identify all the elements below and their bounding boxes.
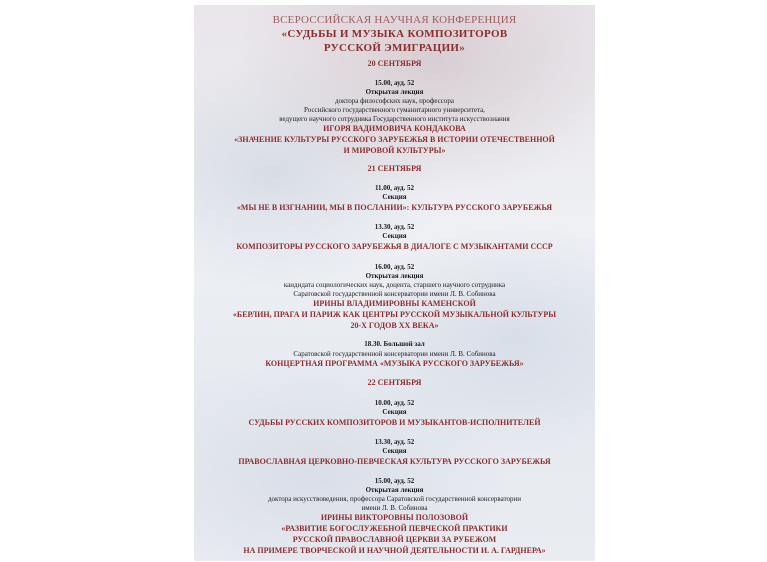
event-type: Секция [382,232,407,240]
event-type: Открытая лекция [365,272,424,280]
lecture-title: НА ПРИМЕРЕ ТВОРЧЕСКОЙ И НАУЧНОЙ ДЕЯТЕЛЬНОСТИ И. А. ГАРДНЕРА» [243,546,546,555]
conference-title-line1: «СУДЬБЫ И МУЗЫКА КОМПОЗИТОРОВ [281,28,508,40]
venue-description: Саратовской государственной консерватории имени Л. В. Собинова [293,350,496,358]
section-title: «МЫ НЕ В ИЗГНАНИИ, МЫ В ПОСЛАНИИ»: КУЛЬТУРА РУССКОГО ЗАРУБЕЖЬЯ [236,203,553,212]
event-type: Открытая лекция [365,88,424,96]
speaker-description: доктора искусствоведения, профессора Саратовской государственной консерватории [267,495,522,503]
section-title: ПРАВОСЛАВНАЯ ЦЕРКОВНО-ПЕВЧЕСКАЯ КУЛЬТУРА РУССКОГО ЗАРУБЕЖЬЯ [238,457,551,466]
section-title: СУДЬБЫ РУССКИХ КОМПОЗИТОРОВ И МУЗЫКАНТОВ-ИСПОЛНИТЕЛЕЙ [248,418,541,427]
event-time: 15.00, ауд. 52 [374,477,415,485]
speaker-description: кандидата социологических наук, доцента, старшего научного сотрудника [283,281,506,289]
event-time: 18.30. Большой зал [364,340,425,348]
event-time: 10.00, ауд. 52 [374,399,415,407]
date-heading-2: 21 СЕНТЯБРЯ [367,164,422,173]
speaker-description: ведущего научного сотрудника Государственного института искусствознания [279,115,510,123]
section-title: КОМПОЗИТОРЫ РУССКОГО ЗАРУБЕЖЬЯ В ДИАЛОГЕ С МУЗЫКАНТАМИ СССР [236,242,553,251]
lecture-title: 20-Х ГОДОВ ХХ ВЕКА» [350,321,439,330]
lecture-title: «ЗНАЧЕНИЕ КУЛЬТУРЫ РУССКОГО ЗАРУБЕЖЬЯ В ИСТОРИИ ОТЕЧЕСТВЕННОЙ [234,135,555,144]
date-heading-1: 20 СЕНТЯБРЯ [367,59,422,68]
speaker-name: ИГОРЯ ВАДИМОВИЧА КОНДАКОВА [323,124,466,133]
lecture-title: И МИРОВОЙ КУЛЬТУРЫ» [343,146,446,155]
speaker-name: ИРИНЫ ВЛАДИМИРОВНЫ КАМЕНСКОЙ [313,299,476,308]
event-type: Секция [382,193,407,201]
speaker-description: имени Л. В. Собинова [361,504,428,512]
concert-title: КОНЦЕРТНАЯ ПРОГРАММА «МУЗЫКА РУССКОГО ЗАРУБЕЖЬЯ» [265,359,524,368]
date-heading-3: 22 СЕНТЯБРЯ [367,378,422,387]
speaker-description: Российского государственного гуманитарного университета, [304,106,485,114]
event-type: Открытая лекция [365,486,424,494]
event-time: 13.30, ауд. 52 [374,438,415,446]
conference-poster [194,5,595,561]
conference-title-line2: РУССКОЙ ЭМИГРАЦИИ» [323,42,466,54]
lecture-title: «РАЗВИТИЕ БОГОСЛУЖЕБНОЙ ПЕВЧЕСКОЙ ПРАКТИКИ [281,524,508,533]
speaker-name: ИРИНЫ ВИКТОРОВНЫ ПОЛОЗОВОЙ [320,513,469,522]
lecture-title: РУССКОЙ ПРАВОСЛАВНОЙ ЦЕРКВИ ЗА РУБЕЖОМ [292,535,497,544]
event-time: 15.00, ауд. 52 [374,79,415,87]
speaker-description: доктора философских наук, профессора [334,97,455,105]
event-type: Секция [382,447,407,455]
lecture-title: «БЕРЛИН, ПРАГА И ПАРИЖ КАК ЦЕНТРЫ РУССКОЙ МУЗЫКАЛЬНОЙ КУЛЬТУРЫ [232,310,557,319]
event-time: 16.00, ауд. 52 [374,263,415,271]
event-type: Секция [382,408,407,416]
event-time: 13.30, ауд. 52 [374,223,415,231]
speaker-description: Саратовской государственной консерватории имени Л. В. Собинова [293,290,496,298]
event-time: 11.00, ауд. 52 [374,184,415,192]
conference-type: ВСЕРОССИЙСКАЯ НАУЧНАЯ КОНФЕРЕНЦИЯ [272,14,517,26]
